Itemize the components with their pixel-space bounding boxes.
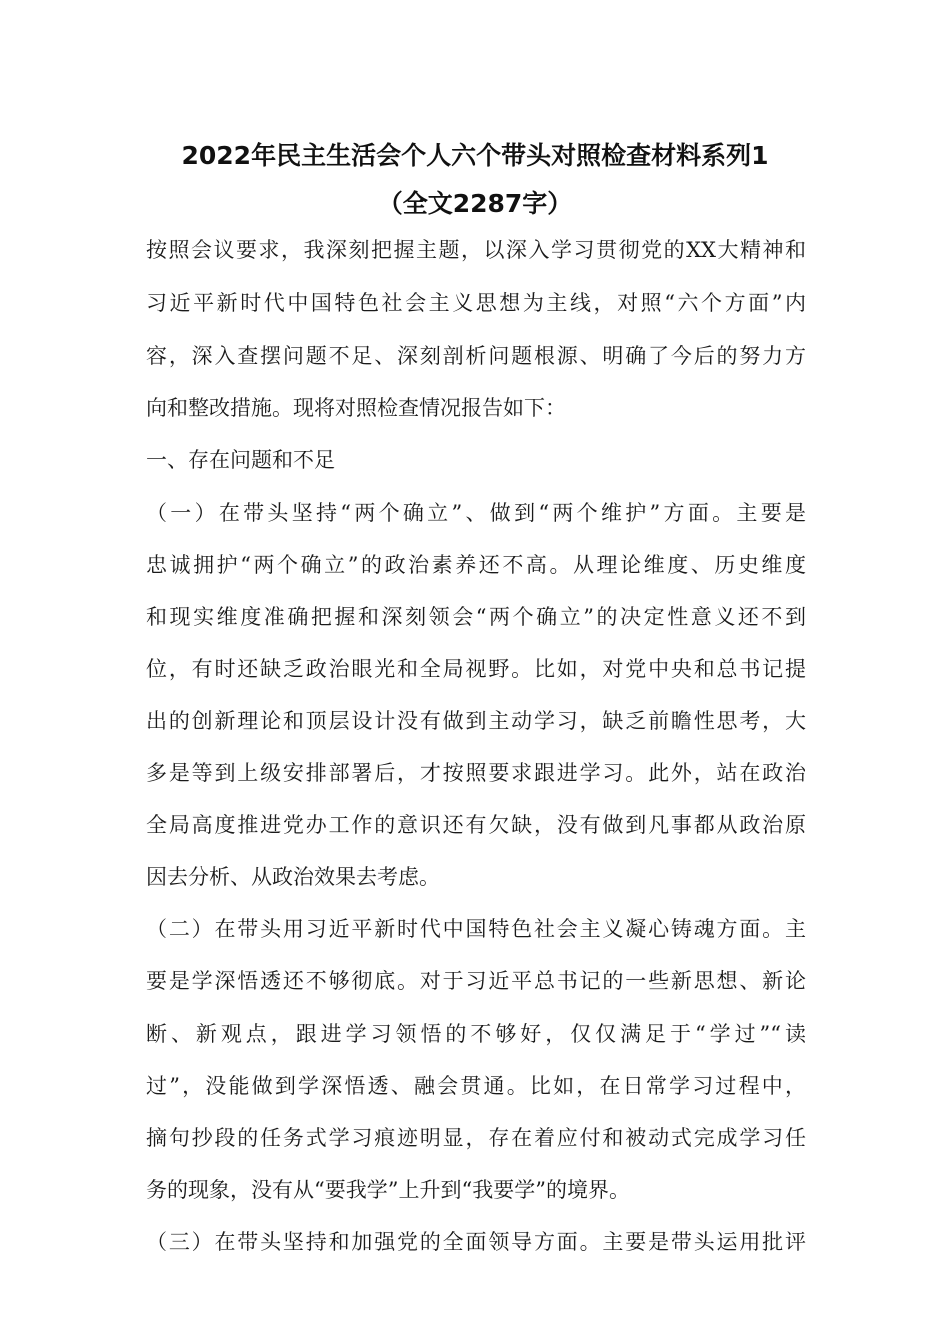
body-line-6: （一）在带头坚持“两个确立”、做到“两个维护”方面。主要是 [146,501,806,525]
body-line-12: 全局高度推进党办工作的意识还有欠缺，没有做到凡事都从政治原 [146,813,806,837]
body-line-2: 习近平新时代中国特色社会主义思想为主线，对照“六个方面”内 [146,291,806,315]
body-line-11: 多是等到上级安排部署后，才按照要求跟进学习。此外，站在政治 [146,761,806,785]
document-subtitle: （全文2287字） [377,189,573,218]
section-heading-1: 一、存在问题和不足 [146,448,335,472]
document-title: 2022年民主生活会个人六个带头对照检查材料系列1 [181,141,769,170]
body-line-18: 摘句抄段的任务式学习痕迹明显，存在着应付和被动式完成学习任 [146,1126,806,1150]
body-line-1: 按照会议要求，我深刻把握主题，以深入学习贯彻党的XX大精神和 [146,238,806,262]
body-line-8: 和现实维度准确把握和深刻领会“两个确立”的决定性意义还不到 [146,605,806,629]
body-line-10: 出的创新理论和顶层设计没有做到主动学习，缺乏前瞻性思考，大 [146,709,806,733]
body-line-13: 因去分析、从政治效果去考虑。 [146,865,440,889]
body-line-14: （二）在带头用习近平新时代中国特色社会主义凝心铸魂方面。主 [146,917,806,941]
body-line-15: 要是学深悟透还不够彻底。对于习近平总书记的一些新思想、新论 [146,969,806,993]
body-line-3: 容，深入查摆问题不足、深刻剖析问题根源、明确了今后的努力方 [146,344,806,368]
body-line-16: 断、新观点，跟进学习领悟的不够好，仅仅满足于“学过”“读 [146,1022,806,1046]
body-line-7: 忠诚拥护“两个确立”的政治素养还不高。从理论维度、历史维度 [146,553,806,577]
body-line-17: 过”，没能做到学深悟透、融会贯通。比如，在日常学习过程中， [146,1074,806,1098]
body-line-20: （三）在带头坚持和加强党的全面领导方面。主要是带头运用批评 [146,1230,806,1254]
body-line-4: 向和整改措施。现将对照检查情况报告如下： [146,396,566,420]
body-line-9: 位，有时还缺乏政治眼光和全局视野。比如，对党中央和总书记提 [146,657,806,681]
body-line-19: 务的现象，没有从“要我学”上升到“我要学”的境界。 [146,1178,630,1202]
